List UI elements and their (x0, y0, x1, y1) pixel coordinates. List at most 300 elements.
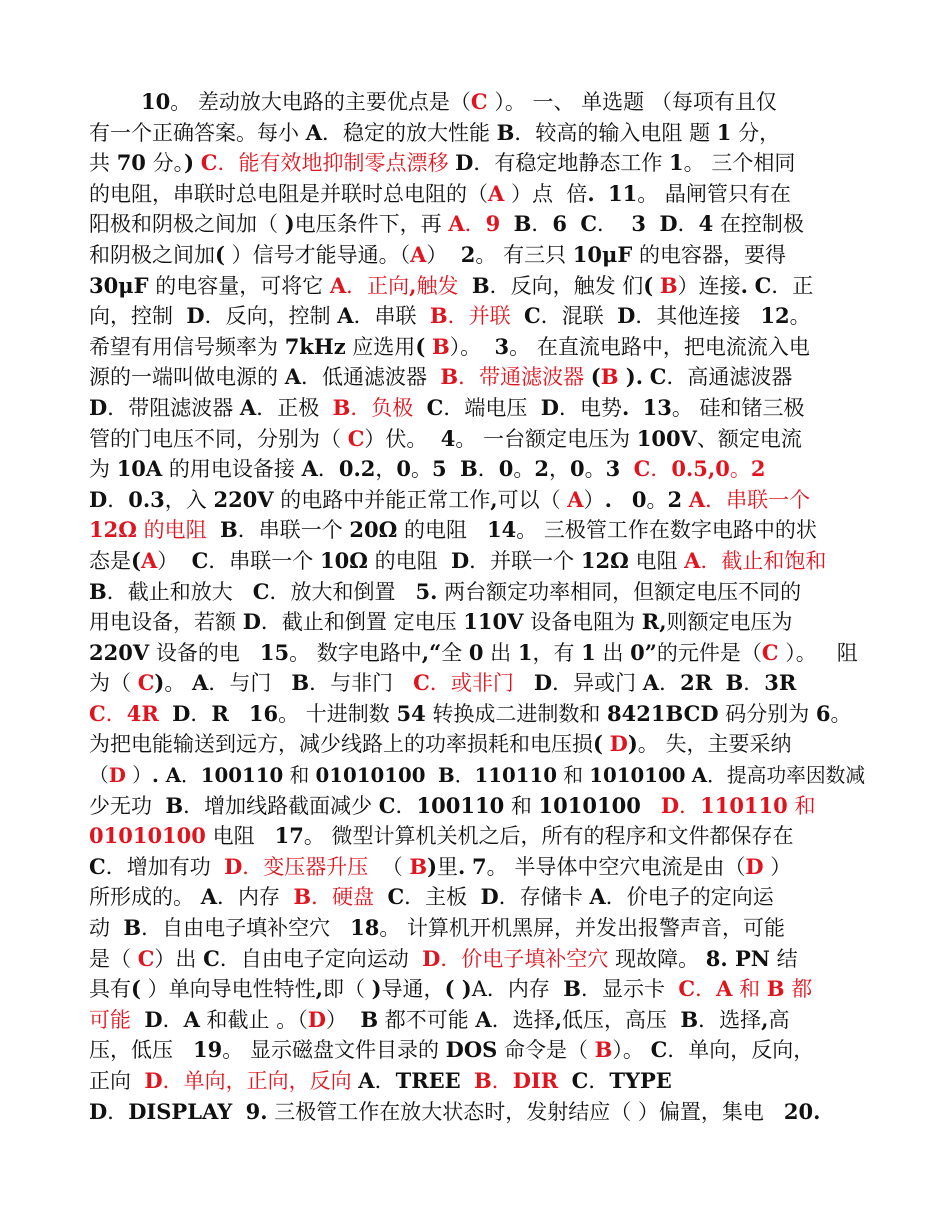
text-run: ．提高功率因数减 (707, 764, 865, 788)
answer-text: C (633, 456, 651, 482)
answer-text: A (688, 486, 706, 512)
text-line (89, 424, 865, 455)
answer-text: D (745, 853, 764, 879)
text-run: B (471, 272, 490, 298)
text-run: 1010100 (589, 763, 686, 788)
text-run: 。 (830, 701, 852, 726)
text-run: 。 一台额定电压为 (455, 426, 637, 451)
text-line (89, 974, 865, 1005)
text-run: 全 (441, 640, 469, 665)
text-line (89, 332, 865, 363)
text-run: A (183, 1006, 200, 1032)
text-run: B (563, 976, 582, 1002)
text-run: ．内存 (486, 977, 564, 1002)
answer-text: 01010100 (89, 823, 206, 849)
text-run: 6 (815, 700, 831, 726)
text-run: （ (89, 764, 109, 788)
text-run: ．混联 (540, 304, 618, 329)
text-run: 出 (595, 640, 631, 665)
text-run: D (533, 670, 553, 696)
text-run: 和阴极之间加 (89, 242, 215, 267)
answer-text: C (200, 150, 218, 176)
text-run: 的元件是（ (656, 640, 762, 665)
text-run: ．正 (771, 273, 814, 298)
text-run: ）信号才能导通。（ (224, 242, 411, 267)
text-run: ( (215, 241, 225, 267)
text-run (603, 732, 610, 756)
answer-text: ．硬盘 (311, 885, 388, 910)
text-run: C (754, 272, 772, 298)
answer-text: ．截止和饱和 (700, 548, 827, 573)
text-run: ．其他连接 (635, 304, 761, 329)
text-run: A (337, 303, 354, 329)
text-line (89, 454, 865, 485)
answer-text: A (410, 241, 427, 267)
text-run: 出 (483, 640, 518, 665)
text-run: ( (593, 731, 603, 757)
text-run: 1 (669, 150, 684, 176)
text-line (89, 179, 865, 210)
text-run: 的电阻 (397, 518, 488, 543)
text-run (159, 702, 172, 726)
text-run: , (761, 1006, 769, 1032)
text-run: B (219, 517, 238, 543)
text-run: 应选用 (345, 334, 416, 359)
text-run: 13 (642, 394, 672, 420)
text-run: ． (107, 1099, 129, 1124)
text-run (620, 457, 633, 481)
text-run: 的电容器，要得 (632, 242, 786, 267)
text-run: ）单向导电性特性 (140, 977, 316, 1002)
text-line (89, 852, 865, 883)
text-run: 高 (768, 1007, 790, 1032)
text-run: 20. (783, 1098, 821, 1124)
text-run: A (192, 670, 209, 696)
answer-text: 9 (485, 211, 501, 237)
text-run: ．内存 (216, 885, 294, 910)
text-run (131, 1008, 144, 1032)
answer-text: C (678, 976, 696, 1002)
answer-text: 和 (787, 793, 816, 818)
text-run: ． (743, 671, 765, 696)
text-run: 110V (463, 609, 524, 635)
text-run (558, 1069, 571, 1093)
text-run: 。 显示磁盘文件目录的 (222, 1038, 446, 1063)
answer-text: ．价电子填补空穴 (440, 946, 609, 971)
text-run: ．带阻滤波器 (107, 395, 240, 420)
text-run: 0 (570, 456, 585, 482)
text-run (461, 1069, 474, 1093)
text-run: ）连接 (677, 273, 741, 298)
text-run: 里 (437, 854, 459, 879)
answer-text: D (144, 1068, 163, 1093)
text-run: ．选择 (698, 1007, 762, 1032)
text-run: 和 (556, 764, 590, 788)
answer-text: ．或非门 (429, 671, 534, 696)
text-run: 30μF (89, 272, 149, 298)
text-run: ) (154, 670, 165, 696)
text-run: ．反向，触发 们 (489, 273, 644, 298)
text-run: 。 晶闸管只有在 (637, 181, 791, 206)
answer-text: ．单向，正向，反向 (162, 1069, 352, 1093)
text-run: 7kHz (284, 333, 346, 359)
text-run: 。 (646, 487, 668, 512)
text-run: 的电路中并能正常工作 (273, 487, 491, 512)
answer-text: A (716, 976, 733, 1002)
text-run: 17 (274, 823, 304, 849)
text-run: 。 (164, 671, 193, 696)
text-run: 命令是（ (497, 1038, 595, 1063)
text-run: 。 数字电路中 (289, 640, 422, 665)
text-run: D (540, 394, 559, 420)
text-run: 。 三个相同 (683, 151, 796, 176)
text-run: C (650, 1037, 668, 1063)
text-run: A (471, 977, 487, 1002)
text-run: 3R (764, 670, 797, 696)
text-line (89, 515, 865, 546)
text-run: ） (583, 487, 605, 512)
answer-text: ．负极 (350, 395, 427, 420)
text-run: 分。 (145, 151, 185, 176)
text-run: 1 (716, 119, 732, 145)
text-run: 和 (283, 764, 316, 788)
text-run: ．主板 (404, 885, 481, 910)
text-run: 是（ (89, 946, 138, 971)
text-run: 为把电能输送到远方，减少线路上的功率损耗和电压损 (89, 732, 593, 757)
text-run: A (475, 1006, 492, 1032)
text-run: 阳极和阴极之间加（ (89, 212, 285, 237)
text-run: ） (125, 764, 152, 788)
answer-text: A (488, 180, 505, 206)
answer-text: DIR (512, 1068, 559, 1093)
text-run: （ (381, 854, 410, 879)
answer-text: ． (491, 1069, 513, 1093)
answer-text: A (140, 547, 158, 573)
text-run: 100110 (416, 792, 505, 818)
text-run (712, 671, 725, 695)
text-run (641, 794, 661, 818)
text-run: B (360, 1006, 379, 1032)
text-run: D (659, 211, 678, 237)
text-run: ．低通滤波器 (300, 365, 441, 390)
text-run: 。 十进制数 (278, 701, 397, 726)
text-run: R (211, 700, 229, 726)
text-run: ( (590, 364, 601, 390)
answer-text: D (224, 853, 243, 879)
text-run: 少无功 (89, 793, 166, 818)
text-run (595, 182, 608, 206)
text-run: 2 (460, 241, 476, 267)
text-run: 4 (440, 425, 456, 451)
text-run: ．异或门 (552, 671, 643, 696)
text-run: , (554, 1006, 563, 1032)
text-run: C (649, 364, 667, 390)
text-run: 0 (631, 486, 647, 512)
answer-text: 0.5,0 (671, 456, 730, 482)
text-run: . A (151, 763, 182, 788)
text-run (567, 212, 580, 236)
text-run: 。 (584, 457, 606, 482)
answer-text: C (89, 700, 106, 726)
text-run: TYPE (609, 1068, 672, 1093)
text-run: ． (677, 212, 699, 237)
text-run: ．与门 (208, 671, 292, 696)
text-run: 。 半导体中空穴电流是由（ (486, 854, 746, 879)
text-run: 。 硅和锗三极 (671, 395, 805, 420)
answer-text: B (440, 364, 459, 390)
text-run: 在控制极 (713, 212, 804, 237)
text-run: 0.2 (338, 456, 376, 482)
answer-text: ．变压器升压 (242, 854, 382, 879)
text-run: ．价电子的定向运 (605, 885, 774, 910)
text-run: 4 (698, 211, 714, 237)
text-run: 12 (760, 303, 790, 329)
text-run: ， (375, 457, 397, 482)
text-run: . (458, 853, 466, 879)
text-run: 向，控制 (89, 304, 187, 329)
text-run: ．反向，控制 (204, 304, 338, 329)
text-run: 220V (213, 486, 274, 512)
answer-text: 。 (729, 457, 751, 482)
text-line (89, 271, 865, 302)
text-run: C (580, 211, 598, 237)
text-run: C (252, 578, 270, 604)
text-run: ．正极 (256, 395, 333, 420)
text-run: 15 (259, 639, 290, 665)
text-run: 5. (415, 578, 438, 604)
text-run: ) (284, 211, 295, 237)
text-run: 8421BCD (607, 700, 719, 726)
text-run: . (604, 486, 612, 512)
answer-text: 12Ω (89, 517, 137, 543)
text-line (89, 729, 865, 760)
text-run: 100110 (200, 763, 284, 788)
text-run: ． (317, 457, 339, 482)
text-run: 。 失，主要采纳 (637, 732, 792, 757)
answer-text: ．正向 (346, 273, 410, 298)
text-run: C (571, 1068, 589, 1093)
text-run: ）点 倍 (504, 181, 588, 206)
text-line (89, 485, 865, 516)
text-run: 的电阻 (367, 548, 451, 573)
text-run (653, 274, 660, 298)
text-run: 19 (193, 1037, 223, 1063)
text-run: ( (131, 976, 141, 1002)
text-run: DISPLAY (128, 1098, 233, 1124)
text-run (425, 335, 432, 359)
text-run: ．串联 (353, 304, 430, 329)
text-run: DOS (445, 1037, 498, 1063)
text-run: 10Ω (320, 547, 368, 573)
text-run: 用电设备，若额 (89, 610, 243, 635)
text-line (89, 668, 865, 699)
text-run: 。 三极管工作在数字电路中的状 (516, 518, 817, 543)
text-run: ）。 阻 (778, 640, 858, 665)
text-run: 管的门电压不同，分别为（ (89, 426, 348, 451)
text-run: ． (162, 1007, 184, 1032)
answer-text: C (470, 89, 488, 114)
text-run (629, 396, 642, 420)
text-line (89, 209, 865, 240)
text-run: 压，低压 (89, 1038, 194, 1063)
text-run (682, 488, 689, 512)
text-run: ．较高的输入电阻 题 (514, 120, 717, 145)
text-run: A (239, 394, 257, 420)
answer-text: C (137, 945, 155, 971)
text-run: ．截止和放大 (106, 579, 253, 604)
text-run: 的用电设备接 (162, 457, 302, 482)
text-run: ．截止和倒置 定电压 (260, 610, 464, 635)
text-run: ）。 (449, 334, 495, 359)
text-line (89, 148, 865, 179)
answer-text: ． (679, 793, 701, 818)
text-run: ）。 (612, 1038, 651, 1063)
text-run: 有一个正确答案。每小 (89, 120, 306, 145)
text-run (643, 365, 650, 389)
text-run: ．增加有功 (105, 854, 225, 879)
text-run: ， (549, 457, 571, 482)
text-run: ． (374, 1069, 396, 1093)
answer-text: 4R (126, 700, 159, 726)
text-run: D (89, 486, 108, 512)
answer-text: A (684, 547, 701, 573)
text-run: ． (531, 212, 553, 237)
text-run: 三极管工作在放大状态时，发射结应（ ）偏置，集电 (267, 1099, 784, 1124)
text-run: 54 (396, 700, 426, 726)
answer-text: ．能有效地抑制零点漂移 (217, 151, 456, 176)
text-run: ． (107, 487, 129, 512)
text-run: 10A (116, 456, 163, 482)
text-line (89, 607, 865, 638)
text-run (612, 488, 632, 512)
text-run: 正向 (89, 1069, 145, 1093)
text-run: 0” (630, 639, 657, 665)
text-line (89, 699, 865, 730)
text-run: 3 (631, 211, 647, 237)
text-line (89, 821, 865, 852)
text-run: 0.3 (128, 486, 165, 512)
text-line (89, 577, 865, 608)
text-run: 具有 (89, 977, 131, 1002)
text-run: B (291, 670, 310, 696)
answer-text: ． (650, 457, 672, 482)
text-run: 10 (141, 89, 171, 114)
text-line (89, 1097, 865, 1128)
answer-text: B (332, 394, 351, 420)
text-run: 12Ω (580, 547, 629, 573)
text-run: 。 有三只 (475, 242, 573, 267)
text-run: 都不可能 (378, 1007, 476, 1032)
answer-text: D (609, 731, 628, 757)
answer-text: B (594, 1037, 613, 1063)
text-run: ．电势 (558, 395, 622, 420)
text-run: 为 (89, 457, 117, 482)
text-run: 。 (789, 304, 811, 329)
text-run: C (191, 547, 209, 573)
text-run: 低压，高压 (562, 1007, 681, 1032)
text-run: 电阻 (628, 548, 685, 573)
question-text-block (89, 87, 865, 1127)
text-run: ）。 一、 单选题 （每项有且仅 (487, 90, 777, 114)
text-line (89, 393, 865, 424)
text-run: 和截止 。（ (199, 1007, 308, 1032)
text-run: ( (415, 333, 426, 359)
text-run: ） (325, 1007, 361, 1032)
text-run: 2R (680, 670, 713, 696)
text-run: B (460, 456, 478, 482)
text-run: ( ) (444, 976, 472, 1002)
text-run: ．串联一个 (237, 518, 350, 543)
answer-text: D (108, 763, 126, 788)
text-run: C (203, 945, 220, 971)
text-run: D (89, 1098, 108, 1124)
text-run: A (358, 1068, 375, 1093)
text-run: 设备的电 (149, 640, 260, 665)
text-run: D (144, 1006, 163, 1032)
text-run: , (315, 976, 323, 1002)
text-line (89, 791, 865, 822)
answer-text: C (761, 639, 779, 665)
text-run: ． (477, 457, 499, 482)
text-run: B (438, 763, 455, 788)
text-run: 源的一端叫做电源的 (89, 365, 285, 390)
text-run: 10μF (572, 241, 633, 267)
text-run: 两台额定功率相同，但额定电压不同的 (437, 579, 802, 604)
text-run: ．自由电子定向运动 (219, 946, 423, 971)
text-run: 5 (432, 456, 447, 482)
text-line (89, 913, 865, 944)
text-run: 100V (636, 425, 697, 451)
text-run: D (455, 150, 474, 176)
text-run: 3 (605, 456, 621, 482)
text-run: ,“ (421, 639, 442, 665)
text-line (89, 118, 865, 149)
text-run: ．存储卡 (498, 885, 590, 910)
text-run: ． (597, 212, 632, 237)
text-run: C (426, 394, 444, 420)
text-run: D (617, 303, 636, 329)
text-run: 2 (667, 486, 683, 512)
answer-text: A (448, 211, 465, 237)
text-run: 。 在直流电路中，把电流流入电 (509, 334, 810, 359)
text-run: . (740, 272, 748, 298)
text-run: B (165, 792, 184, 818)
text-run: ．显示卡 (581, 977, 679, 1002)
text-run: C (89, 853, 106, 879)
text-run: 所形成的。 (89, 885, 201, 910)
text-run: 110110 (474, 763, 557, 788)
text-run: 和 (504, 793, 539, 818)
answer-text: ． (464, 212, 486, 237)
text-run: 3 (494, 333, 510, 359)
text-run: A (284, 364, 301, 390)
text-run (232, 1100, 245, 1124)
text-run: 则额定电压为 (666, 610, 793, 635)
text-run: A (301, 456, 318, 482)
text-run: D (480, 884, 499, 910)
answer-text: C (413, 670, 430, 696)
answer-text: 2 (750, 456, 766, 482)
text-run: ） (157, 548, 192, 573)
text-run: ． (190, 701, 212, 726)
text-run (500, 212, 513, 236)
answer-text: B (293, 884, 312, 910)
text-line (89, 944, 865, 975)
text-run: 。 (411, 457, 433, 482)
text-run: 9. (245, 1098, 268, 1124)
text-run: ). (618, 364, 644, 390)
text-run: 结 (769, 946, 798, 971)
